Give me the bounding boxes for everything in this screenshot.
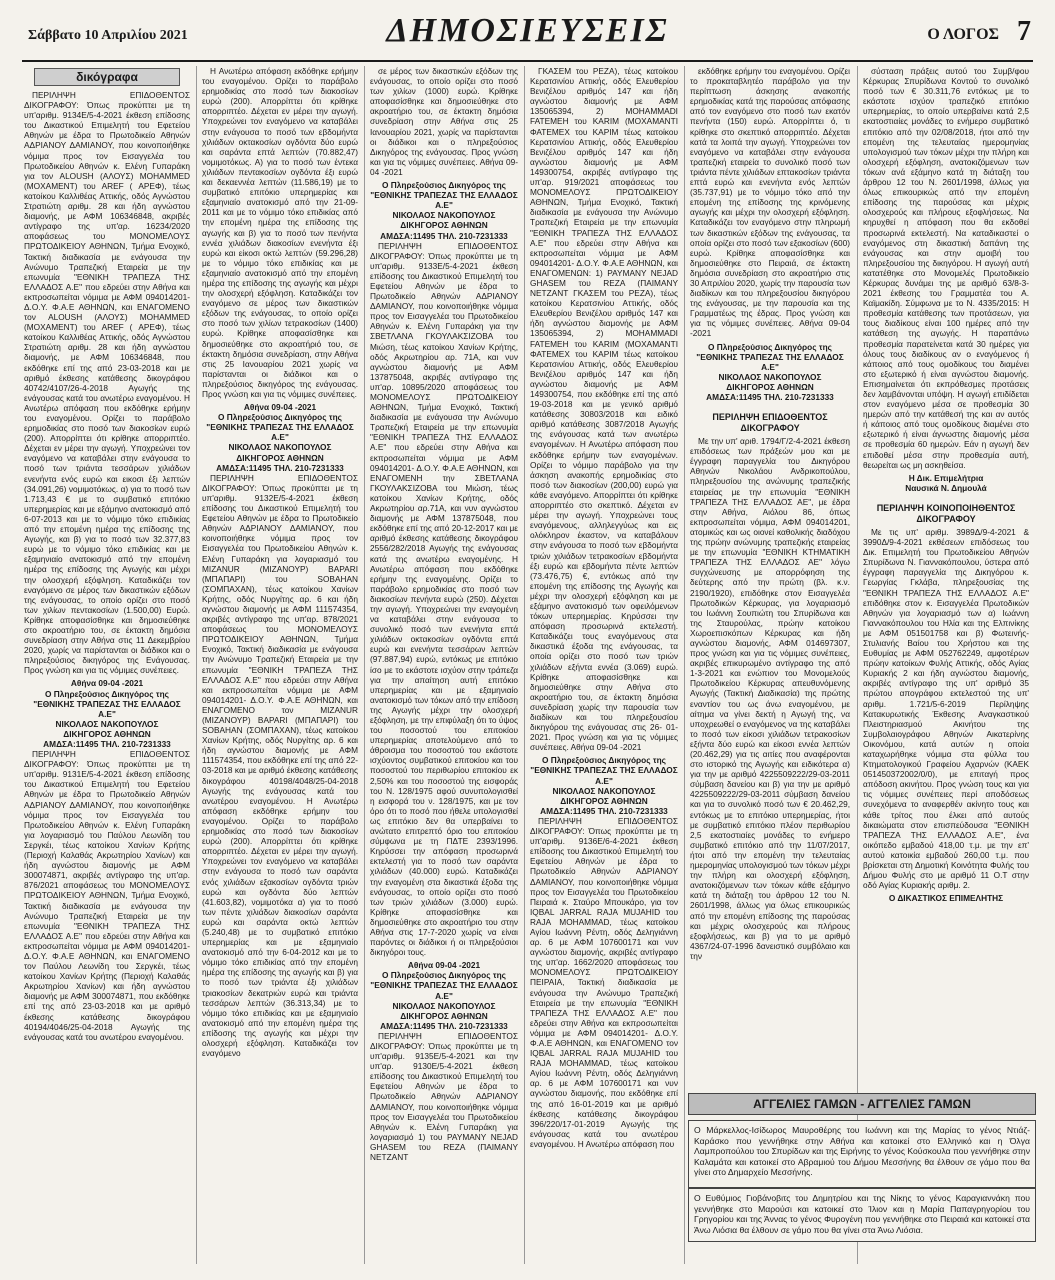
notice-paragraph: ΠΕΡΙΛΗΨΗ ΕΠΙΔΟΘΕΝΤΟΣ ΔΙΚΟΓΡΑΦΟΥ: Όπως προκύπτει με τη υπ'αριθμ. 9134Ε/5-4-2021 έκθεση επίδοσης του Δικαστικού Επιμελητή του Εφετείου Αθηνών με έδρα το Πρωτοδικείο Αθηνών ΑΔΡΙΑΝΟΥ ΔΑΜΙΑΝΟΥ, που κοινοποιήθηκε νόμιμα προς τον Εισαγγελέα του Πρωτοδικείου Αθηνών κ. Ελένη Γυπαράκη για τον ALOUSH (ΑΛΟΥΣ) MOHAMMED (MOXAMENT) του AREF ( ΑΡΕΦ), τέως κατοίκου Καλλιθέας Αττικής, οδός Αγνώστου Στρατιώτη αριθμ. 28 και ήδη αγνώστου διαμονής, με ΑΦΜ 106346848, ακριβές αντίγραφο της υπ'αρ. 16234/2020 αποφάσεως του ΜΟΝΟΜΕΛΟΥΣ ΠΡΩΤΟΔΙΚΕΙΟΥ ΑΘΗΝΩΝ, Τμήμα Ενοχικό, Τακτική διαδικασία με ενάγουσα την Ανώνυμο Τραπεζική Εταιρεία με την επωνυμία "ΕΘΝΙΚΗ ΤΡΑΠΕΖΑ ΤΗΣ ΕΛΛΑΔΟΣ Α.Ε" που εδρεύει στην Αθήνα και εκπροσωπείται νόμιμα με ΑΦΜ 094014201- Δ.Ο.Υ. Φ.Α.Ε ΑΘΗΝΩΝ, και ΕΝΑΓΟΜΕΝΟ τον ALOUSH (ΑΛΟΥΣ) MOHAMMED (MOXAMENT) του AREF ( ΑΡΕΦ), τέως κατοίκου Καλλιθέας Αττικής, οδός Αγνώστου Στρατιώτη αριθμ. 28 και ήδη αγνώστου διαμονής, με ΑΦΜ 106346848, που εκδόθηκε επί της από 23-03-2018 και με αριθμό έκθεσης κατάθεσης δικογράφου 40742/4107/26-4-2018 Αγωγής της ενάγουσας κατά του ανωτέρω εναγομένου. Η Ανωτέρω απόφαση που εκδόθηκε ερήμην του εναγομένου. Ορίζει το παράβολο ερημοδικίας στο ποσό των διακοσίων ευρώ (200). Απορρίπτει ότι κρίθηκε απορριπτέο. Δέχεται εν μέρει την αγωγή. Υποχρεώνει τον εναγόμενο να καταβάλει στην ενάγουσα το ποσό των τριάντα τεσσάρων χιλιάδων ενενήντα ενός ευρώ και εικοσι έξι λεπτών (34.091,26) νομιμοτόκως. α) για το ποσό των 1.713,43 € με το συμβατικό επιτόκιο υπερημερίας και με εξάμηνο ανατοκισμό από 6-07-2013 και με το νόμιμο τόκο επιδικίας από την επομένη ημέρα της επίδοσης της Αγωγής, και β) για το ποσό των 32.377,83 ευρώ με το νόμιμο τόκο επιδικίας και με εξαμηνιαίο ανατοκισμό από την επομένη ημέρα της επίδοσης της Αγωγής και μέχρι την ολοσχερή εξόφληση. Καταδικάζει τον εναγόμενο σε μέρος των δικαστικών εξόδων της ενάγουσας, το οποίο ορίζει στο ποσό των χιλίων πεντακοσίων (1.500,00) Ευρώ. Κρίθηκε αποφασίσθηκε και δημοσιεύθηκε στο ακροατήριο του, σε έκτακτη δημόσια συνεδρίαση στην Αθήνα στις 11 Δεκεμβρίου 2020, χωρίς να παρίστανται οι διάδικοι και ο πληρεξούσιος δικηγόρος της Ενάγουσας. Προς γνώση και για τις νόμιμες συνέπειες. xyxy=(24,90,190,676)
column-5 xyxy=(690,66,850,1080)
signature-line: Ο ΔΙΚΑΣΤΙΚΟΣ ΕΠΙΜΕΛΗΤΗΣ xyxy=(888,893,1004,904)
wedding-notice: Ο Μάρκελλος-Ισίδωρος Μαυροθέρης του Ιωάννη και της Μαρίας το γένος Ντιάζ-Καράσκο που γεννήθηκε στην Αθήνα και κατοικεί στο Ελληνικό και η Όλγα Λαμπροπούλου του Σπυρίδων και της Ειρήνης το γένος Κούσκουλα που γεννήθηκε στην Καλαμάτα και κατοικεί στο Αβραμιού του Δήμου Μεσσήνης θα έλθουν σε γάμο που θα γίνει στο Δημαρχείο Μεσσήνης. xyxy=(688,1120,1036,1188)
wedding-notice: Ο Ευθύμιος Γιοβάνοβιτς του Δημητρίου και της Νίκης το γένος Καραγιαννάκη που γεννήθηκε στο Μαρούσι και κατοικεί στο Ίλιον και η Μαρία Παπαγρηγορίου του Γρηγορίου και της Άννας το γένος Φυρογένη που γεννήθηκε στο Πειραιά και κατοικεί στα Άνω Λιόσια θα έλθουν σε γάμο που θα γίνει στα Άνω Λιόσια. xyxy=(688,1188,1036,1242)
column-content xyxy=(370,66,518,1162)
signature-line: ΑΜΔΣΑ:11495 ΤΗΛ. 210-7231333 xyxy=(43,739,171,749)
signature-line: ΔΙΚΗΓΟΡΟΣ ΑΘΗΝΩΝ xyxy=(63,728,151,739)
column-content xyxy=(530,66,678,1149)
signature-line: ΝΙΚΟΛΑΟΣ ΝΑΚΟΠΟΥΛΟΣ xyxy=(392,210,496,221)
signature-line: ΑΜΔΣΑ:11495 ΤΗΛ. 210-7231333 xyxy=(706,392,834,402)
notice-heading: ΠΕΡΙΛΗΨΗ ΕΠΙΔΟΘΕΝΤΟΣ ΔΙΚΟΓΡΑΦΟΥ xyxy=(712,412,828,434)
column-content xyxy=(863,66,1029,903)
signature-line: ΝΙΚΟΛΑΟΣ ΝΑΚΟΠΟΥΛΟΣ xyxy=(552,785,656,796)
column-1 xyxy=(24,66,190,1264)
notice-paragraph: ΓΚΑΣΕΜ του ΡΕΖΑ), τέως κατοίκου Κερατσινίου Αττικής, οδός Ελευθερίου Βενιζέλου αριθμός 147 και ήδη αγνώστου διαμονής με ΑΦΜ 135065394, 2) MOHAMMADI FATEMEH του KARIM (ΜΟΧΑΜΑΝΤΙ ΦΑΤΕΜΕΧ του ΚΑΡΙΜ τέως κατοίκου Κερατσινίου Αττικής, οδός Ελευθερίου Βενιζέλου αριθμός 147 και ήδη αγνώστου διαμονής με ΑΦΜ 149300754, ακριβές αντίγραφο της υπ'αρ. 919/2021 αποφάσεως του ΜΟΝΟΜΕΛΟΥΣ ΠΡΩΤΟΔΙΚΕΙΟΥ ΑΘΗΝΩΝ, Τμήμα Ενοχικό, Τακτική διαδικασία με ενάγουσα την Ανώνυμο Τραπεζική Εταιρεία με την επωνυμία "ΕΘΝΙΚΗ ΤΡΑΠΕΖΑ ΤΗΣ ΕΛΛΑΔΟΣ Α.Ε" που εδρεύει στην Αθήνα και εκπροσωπείται νόμιμα με ΑΦΜ 094014201- Δ.Ο.Υ. Φ.Α.Ε ΑΘΗΝΩΝ, και ΕΝΑΓΟΜΕΝΩΝ: 1) PAYMANY NEJAD GHASEM του REZA (ΠΑΙΜΑΝΥ ΝΕΤΖΑΝΤ ΓΚΑΣΕΜ του ΡΕΖΑ), τέως κατοίκου Κερατσινίου Αττικής, οδός Ελευθερίου Βενιζέλου αριθμός 147 και ήδη αγνώστου διαμονής με ΑΦΜ 135065394, 2) MOHAMMADI FATEMEH του KARIM (ΜΟΧΑΜΑΝΤΙ ΦΑΤΕΜΕΧ του ΚΑΡΙΜ τέως κατοίκου Κερατσινίου Αττικής, οδός Ελευθερίου Βενιζέλου αριθμός 147 και ήδη αγνώστου διαμονής με ΑΦΜ 149300754, που εκδόθηκε επί της από 19-03-2018 και με γενικό αριθμό κατάθεσης 30803/2018 και ειδικό αριθμό κατάθεσης 3087/2018 Αγωγής της ενάγουσας κατά των ανωτέρω εναγομένων. Η Ανωτέρω απόφαση που εκδόθηκε ερήμην των εναγομένων. Ορίζει το νόμιμο παράβολο για την άσκηση ανακοπής ερημοδικίας στο ποσό των διακοσίων (200,00) ευρώ για κάθε εναγόμενο. Απορρίπτει ότι κρίθηκε απορριπτέο στο σκεπτικό. Δέχεται εν μέρει την αγωγή. Υποχρεώνει τους εναγόμενους, αλληλεγγύως και εις ολόκληρον έκαστον, να καταβάλουν στην ενάγουσα το ποσό των εβδομήντα τριών χιλιάδων τετρακοσίων εβδομήντα έξι ευρώ και εβδομήντα πέντε λεπτών (73.476,75) €, εντόκως από την επομένη της επίδοσης της Αγωγής και μέχρι την ολοσχερή εξόφληση και με εξάμηνο ανατοκισμό των οφειλόμενων τόκων υπερημερίας. Κηρύσσει την απόφαση προσωρινά εκτελεστή. Καταδικάζει τους εναγόμενους στα δικαστικά έξοδα της ενάγουσας, τα οποία ορίζει στο ποσό των τριών χιλιάδων εξήντα εννέα (3.069) ευρώ. Κρίθηκε αποφασίσθηκε και δημοσιεύθηκε στην Αθήνα στο ακροατήριο του, σε έκτακτη δημόσια συνεδρίαση χωρίς την παρουσία των διαδίκων και του πληρεξουσίου δικηγόρου της ενάγουσας στις 26- 01-2021. Προς γνώση και για τις νόμιμες συνέπειες. Αθήνα 09-04 -2021 xyxy=(530,66,678,753)
signature-line: ΑΜΔΣΑ:11495 ΤΗΛ. 210-7231333 xyxy=(380,230,508,241)
signature-line: Ο Πληρεξούσιος Δικηγόρος της "ΕΘΝΙΚΗΣ ΤΡΑΠΕΖΑΣ ΤΗΣ ΕΛΛΑΔΟΣ Α.Ε" xyxy=(370,180,518,211)
page-number: 7 xyxy=(1017,16,1031,47)
signature-line: Ναυσικά Ν. Δημουλά xyxy=(905,482,987,493)
signature-line: ΝΙΚΟΛΑΟΣ ΝΑΚΟΠΟΥΛΟΣ xyxy=(392,1000,496,1011)
notice-paragraph: σύσταση πράξεις αυτού του Συμβ/φου Κέρκυρας Σπυρίδωνα Κοντού το συνολικό ποσό των € 30.311,76 εντόκως με το εκάστοτε ισχύον τραπεζικό επιτόκιο υπερημερίας, το οποίο υπερβαίνει κατά 2,5 εκατοστιαίες μονάδες το ενήμερο συμβατικό επιτόκιο από την 02/08/2018, ήτοι από την επομένη της τελευταίας ημερομηνίας υπολογισμού των τόκων μέχρι την πλήρη και ολοσχερή εξόφληση, ανατοκιζόμενων των τόκων ανά εξάμηνο κατά τη διάταξη του άρθρου 12 του Ν. 2601/1998, άλλως για όλως επικουρικώς από την επομένη επίδοσης της παρούσας και μέχρις ολοσχερούς και πλήρους εξοφλήσεως. Να κηρυχθεί η απόφαση που θα εκδοθεί προσωρινά εκτελεστή. Να καταδικαστεί ο εναγόμενος στη δικαστική δαπάνη της ενάγουσας και στην αμοιβή του πληρεξουσίου της δικηγόρου. Η αγωγή αυτή κατατέθηκε στο Μονομελές Πρωτοδικείο Κέρκυρας δυνάμει της με αριθμό 63/8-3-2021 έκθεσης του Γραμματέα του Α. Καϊμακίδη. Σύμφωνα με το Ν. 4335/2015: Η προθεσμία κατάθεσης των προτάσεων, για τους διαδίκους είναι 100 ημέρες από την κατάθεση της αγωγής. Η παραπάνω προθεσμία παρατείνεται κατά 30 ημέρες για όλους τους διαδίκους αν ο εναγόμενος ή κάποιος από τους ομοδίκους του διαμένει στο εξωτερικό ή είναι αγνώστου διαμονής. Επισημαίνεται ότι εκπρόθεσμες προτάσεις δεν λαμβάνονται υπόψη. Η αγωγή επιδίδεται στον εναγόμενο μέσα σε προθεσμία 30 ημερών από την κατάθεσή της και αν αυτός ή κάποιος από τους ομοδίκους διαμένει στο εξωτερικό ή είναι άγνωστης διαμονής μέσα σε προθεσμία 60 ημερών. Εάν η αγωγή δεν επιδοθεί μέσα στην προθεσμία αυτή, θεωρείται ως μη ασκηθείσα. xyxy=(863,66,1029,470)
notice-paragraph: ΠΕΡΙΛΗΨΗ ΕΠΙΔΟΘΕΝΤΟΣ ΔΙΚΟΓΡΑΦΟΥ: Όπως προκύπτει με τη υπ'αριθμ. 9136Ε/6-4-2021 έκθεση επίδοσης του Δικαστικού Επιμελητή του Εφετείου Αθηνών με έδρα το Πρωτοδικείο Αθηνών ΑΔΡΙΑΝΟΥ ΔΑΜΙΑΝΟΥ, που κοινοποιήθηκε νόμιμα προς τον Εισαγγελέα του Πρωτοδικείου Πειραιά κ. Σταύρο Μπουκάρο, για τον IQBAL JARRAL RAJA MUJAHID του RAJA MOHAMMAD, τέως κατοίκου Αγίου Ιωάννη Ρέντη, οδός Δεληγιάννη αρ. 6 με ΑΦΜ 107600171 και νυν αγνώστου διαμονής, ακριβές αντίγραφο της υπ'αρ. 1662/2020 αποφάσεως του ΜΟΝΟΜΕΛΟΥΣ ΠΡΩΤΟΔΙΚΕΙΟΥ ΠΕΙΡΑΙΑ, Τακτική διαδικασία με ενάγουσα την Ανώνυμο Τραπεζική Εταιρεία με την επωνυμία "ΕΘΝΙΚΗ ΤΡΑΠΕΖΑ ΤΗΣ ΕΛΛΑΔΟΣ Α.Ε" που εδρεύει στην Αθήνα και εκπροσωπείται νόμιμα με ΑΦΜ 094014201- Δ.Ο.Υ. Φ.Α.Ε ΑΘΗΝΩΝ, και ΕΝΑΓΟΜΕΝΟ τον IQBAL JARRAL RAJA MUJAHID του RAJA MOHAMMAD, τέως κατοίκου Αγίου Ιωάννη Ρέντη, οδός Δεληγιάννη αρ. 6 με ΑΦΜ 107600171 και νυν αγνώστου διαμονής, που εκδόθηκε επί της από 16-01-2019 και με αριθμό έκθεσης κατάθεσης δικογράφου 396/220/17-01-2019 Αγωγής της ενάγουσας κατά του ανωτέρου εναγομένου. Η Ανωτέρω απόφαση που xyxy=(530,815,678,1149)
column-divider xyxy=(196,66,197,1264)
column-content xyxy=(24,90,190,1042)
notice-paragraph: ΠΕΡΙΛΗΨΗ ΕΠΙΔΟΘΕΝΤΟΣ ΔΙΚΟΓΡΑΦΟΥ: Όπως προκύπτει με τη υπ'αριθμ. 9133Ε/5-4-2021 έκθεση επίδοσης του Δικαστικού Επιμελητή του Εφετείου Αθηνών με έδρα το Πρωτοδικείο Αθηνών ΑΔΡΙΑΝΟΥ ΔΑΜΙΑΝΟΥ, που κοινοποιήθηκε νόμιμα προς τον Εισαγγελέα του Πρωτοδικείου Αθηνών κ. Ελένη Γυπαράκη για την ΣΒΕΤΛΑΝΑ ΓΚΟΥΛΑΚΣΙΖΟΒΑ του Μιώση, τέως κατοίκου Χανίων Κρήτης, οδός Ακρωτηρίου αρ. 71Α, και νυν αγνώστου διαμονής με ΑΦΜ 137875048, ακριβές αντίγραφο της υπ'αρ. 10895/2020 αποφάσεως του ΜΟΝΟΜΕΛΟΥΣ ΠΡΩΤΟΔΙΚΕΙΟΥ ΑΘΗΝΩΝ, Τμήμα Ενοχικό, Τακτική διαδικασία με ενάγουσα την Ανώνυμο Τραπεζική Εταιρεία με την επωνυμία "ΕΘΝΙΚΗ ΤΡΑΠΕΖΑ ΤΗΣ ΕΛΛΑΔΟΣ Α.Ε" που εδρεύει στην Αθήνα και εκπροσωπείται νόμιμα με ΑΦΜ 094014201- Δ.Ο.Υ. Φ.Α.Ε ΑΘΗΝΩΝ, και ΕΝΑΓΟΜΕΝΗ την ΣΒΕΤΛΑΝΑ ΓΚΟΥΛΑΚΣΙΖΟΒΑ του Μιώση, τέως κατοίκου Χανίων Κρήτης, οδός Ακρωτηρίου αρ.71Α, και νυν αγνώστου διαμονής με ΑΦΜ 137875048, που εκδόθηκε επί της από 20-12-2017 και με αριθμό έκθεσης κατάθεσης δικογράφου 2556/282/2018 Αγωγής της ενάγουσας κατά της ανωτέρω εναγομένης. Η Ανωτέρω απόφαση που εκδόθηκε ερήμην της εναγομένης. Ορίζει το παράβολο ερημοδικίας στο ποσό των διακοσίων πενήντα ευρώ (250). Δέχεται την αγωγή. Υποχρεώνει την εναγομένη να καταβάλει στην ενάγουσα το συνολικό ποσό των ενενήντα επτά χιλιάδων οκτακοσίων ογδόντα επτά ευρώ και ενενήντα τεσσάρων λεπτών (97.887,94) ευρώ, εντόκως με επιτόκιο ίσο με το εκάστοτε ισχύον στην τράπεζα για την απαίτηση αυτή επιτόκιο υπερημερίας και με εξαμηνιαίο ανατοκισμό των τόκων από την επίδοση της Αγωγής μέχρι την ολοσχερή εξόφληση, με την επιφύλαξη ότι το ύψος του ποσοστού του επιτοκίου υπερημερίας αποτελούμενο από το άθροισμα του ποσοστού του εκάστοτε ισχύοντος συμβατικού επιτοκίου και του ποσοστού του περιθωρίου επιτοκίου εκ 2,50% και του ποσοστού της εισφοράς του Ν. 128/1975 αφού συνυπολογισθεί η εισφορά του ν. 128/1975, και με τον όρο ότι το ποσό που ήθελε υπολογισθεί ως επιτόκιο δεν θα υπερβαίνει το ανώτατο επιτρεπτό όριο του επιτοκίου σύμφωνα με τη ΠΔΤΕ 2393/1996. Κηρύσσει την απόφαση προσωρινά εκτελεστή για το ποσό των σαράντα χιλιάδων (40.000) ευρώ. Καταδικάζει την εναγομένη στα δικαστικά έξοδα της ενάγουσας, το οποίο ορίζει στο ποσό των τριών χιλιάδων (3.000) ευρώ. Κρίθηκε αποφασίσθηκε και δημοσιεύθηκε στο ακροατήριο του στην Αθήνα στις 17-7-2020 χωρίς να είναι παρόντες οι διάδικοι ή οι πληρεξούσιοι δικηγόροι τους. xyxy=(370,240,518,958)
signature-line: ΔΙΚΗΓΟΡΟΣ ΑΘΗΝΩΝ xyxy=(560,795,648,806)
signature-line: ΝΙΚΟΛΑΟΣ ΝΑΚΟΠΟΥΛΟΣ xyxy=(55,718,159,729)
column-4 xyxy=(530,66,678,1264)
notice-heading: ΠΕΡΙΛΗΨΗ ΚΟΙΝΟΠΟΙΗΘΕΝΤΟΣ ΔΙΚΟΓΡΑΦΟΥ xyxy=(876,502,1016,524)
column-content xyxy=(202,66,358,1058)
column-divider xyxy=(524,66,525,1264)
signature-line: Ο Πληρεξούσιος Δικηγόρος της "ΕΘΝΙΚΗΣ ΤΡΑΠΕΖΑΣ ΤΗΣ ΕΛΛΑΔΟΣ Α.Ε" xyxy=(33,688,181,719)
column-6 xyxy=(863,66,1029,1080)
signature-line: ΔΙΚΗΓΟΡΟΣ ΑΘΗΝΩΝ xyxy=(236,452,324,463)
signature-line: Ο Πληρεξούσιος Δικηγόρος της "ΕΘΝΙΚΗΣ ΤΡΑΠΕΖΑΣ ΤΗΣ ΕΛΛΑΔΟΣ Α.Ε" xyxy=(530,755,678,786)
wedding-announcements-banner: ΑΓΓΕΛΙΕΣ ΓΑΜΩΝ - ΑΓΓΕΛΙΕΣ ΓΑΜΩΝ xyxy=(688,1093,1036,1115)
notice-paragraph: ΠΕΡΙΛΗΨΗ ΕΠΙΔΟΘΕΝΤΟΣ ΔΙΚΟΓΡΑΦΟΥ: Όπως προκύπτει με τη υπ'αριθμ. 9131Ε/5-4-2021 έκθεση επίδοσης του Δικαστικού Επιμελητή του Εφετείου Αθηνών με έδρα το Πρωτοδικείο Αθηνών ΑΔΡΙΑΝΟΥ ΔΑΜΙΑΝΟΥ, που κοινοποιήθηκε νόμιμα προς τον Εισαγγελέα του Πρωτοδικείου Αθηνών κ. Ελένη Γυπαράκη για λογαριασμό του Παύλου Λεωνίδη του Σεργκέι, τέως κατοίκου Χανίων Κρήτης (Περιοχή Καλαθάς Ακρωτηρίου Χανίων) και ήδη αγνώστου διαμονής με ΑΦΜ 300074871, ακριβές αντίγραφο της υπ'αρ. 876/2021 αποφάσεως του ΜΟΝΟΜΕΛΟΥΣ ΠΡΩΤΟΔΙΚΕΙΟΥ ΑΘΗΝΩΝ, Τμήμα Ενοχικό, Τακτική διαδικασία με ενάγουσα την Ανώνυμο Τραπεζική Εταιρεία με την επωνυμία "ΕΘΝΙΚΗ ΤΡΑΠΕΖΑ ΤΗΣ ΕΛΛΑΔΟΣ Α.Ε" που εδρεύει στην Αθήνα και εκπροσωπείται νόμιμα με ΑΦΜ 094014201- Δ.Ο.Υ. Φ.Α.Ε ΑΘΗΝΩΝ, και ΕΝΑΓΟΜΕΝΟ τον Παύλου Λεωνίδη του Σεργκέι, τέως κατοίκου Χανίων Κρήτης (Περιοχή Καλαθάς Ακρωτηρίου Χανίων) και ήδη αγνώστου διαμονής με ΑΦΜ 300074871, που εκδόθηκε επί της από 23-03-2018 και με αριθμό έκθεσης κατάθεσης δικογράφου 40194/4046/25-04-2018 Αγωγής της ενάγουσας κατά του ανωτέρου εναγομένου. xyxy=(24,749,190,1042)
masthead xyxy=(22,8,1033,56)
notice-paragraph: ΠΕΡΙΛΗΨΗ ΕΠΙΔΟΘΕΝΤΟΣ ΔΙΚΟΓΡΑΦΟΥ: Όπως προκύπτει με τη υπ'αριθμ. 9135Ε/5-4-2021 και την υπ'αρ. 9130Ε/5-4-2021 έκθεση επίδοσης του Δικαστικού Επιμελητή του Εφετείου Αθηνών με έδρα το Πρωτοδικείο Αθηνών ΑΔΡΙΑΝΟΥ ΔΑΜΙΑΝΟΥ, που κοινοποιήθηκε νόμιμα προς τον Εισαγγελέα του Πρωτοδικείου Αθηνών κ. Ελένη Γυπαράκη για λογαριασμό 1) του PAYMANY NEJAD GHASEM του REZA (ΠΑΙΜΑΝΥ ΝΕΤΖΑΝΤ xyxy=(370,1030,518,1163)
newspaper-name: Ο ΛΟΓΟΣ xyxy=(927,26,999,43)
signature-line: ΑΜΔΣΑ:11495 ΤΗΛ. 210-7231333 xyxy=(540,805,668,816)
signature-line: Η Δικ. Επιμελήτρια xyxy=(908,472,984,483)
signature-line: ΑΜΔΣΑ:11495 ΤΗΛ. 210-7231333 xyxy=(380,1020,508,1031)
column-content xyxy=(690,66,850,961)
signature-line: ΔΙΚΗΓΟΡΟΣ ΑΘΗΝΩΝ xyxy=(400,1010,488,1021)
signature-line: Αθήνα 09-04 -2021 xyxy=(407,960,481,971)
signature-line: ΔΙΚΗΓΟΡΟΣ ΑΘΗΝΩΝ xyxy=(400,220,488,231)
issue-date: Σάββατο 10 Απριλίου 2021 xyxy=(28,28,188,43)
notice-paragraph: Η Ανωτέρω απόφαση εκδόθηκε ερήμην του εναγομένου. Ορίζει το παράβολο ερημοδικίας στο ποσό των διακοσίων ευρώ (200). Απορρίπτει ότι κρίθηκε απορριπτέο. Δέχεται εν μέρει την αγωγή. Υποχρεώνει τον εναγόμενο να καταβάλει στην ενάγουσα το ποσό των εβδομήντα χιλιάδων οκτακοσίων ογδόντα δύο ευρώ και σαράντα επτά λεπτών (70.882,47) νομιμοτόκως. Α) για το ποσό των έντεκα χιλιάδων πεντακοσίων ογδόντα έξι ευρώ και δεκαεννέα λεπτών (11.586,19) με το συμβατικό επιτόκιο υπερημερίας και εξαμηνιαίο ανατοκισμό από την 21-09-2011 και με το νόμιμο τόκο επιδικίας από την επομένη ημέρα της επίδοσης της αγωγής και β) για το ποσό των πενήντα εννέα χιλιάδων διακοσίων ενενήντα έξι ευρώ και είκοσι οκτώ λεπτών (59.296,28) με το νόμιμο τόκο επιδικίας και με εξαμηνιαίο ανατοκισμό από την επομένη ημέρα της επίδοσης της αγωγής και μέχρι την ολοσχερή εξόφληση. Καταδικάζει τον εναγόμενο σε μέρος των δικαστικών εξόδων της ενάγουσας, το οποίο ορίζει στο ποσό των χιλίων τετρακοσίων (1400) ευρώ. Κρίθηκε αποφασίσθηκε και δημοσιεύθηκε στο ακροατήριό του, σε έκτακτη δημόσια συνεδρίαση, στην Αθήνα στις 25 Ιανουαρίου 2021 χωρίς να παρίστανται οι διάδικοι και ο πληρεξούσιος δικηγόρος της ενάγουσας. Προς γνώση και για τις νόμιμες συνέπειες. xyxy=(202,66,358,399)
notice-paragraph: Με την υπ' αριθ. 1794/Γ/2-4-2021 έκθεση επιδόσεως των πράξεών μου και με έγγραφη παραγγελία του Δικηγόρου Αθηνών Νικολάου Ανδρικοπούλου, πληρεξουσίου της ανώνυμης τραπεζικής εταιρείας με την επωνυμία "ΕΘΝΙΚΗ ΤΡΑΠΕΖΑ ΤΗΣ ΕΛΛΑΔΟΣ ΑΕ", με έδρα στην Αθήνα, Αιόλου 86, όπως εκπροσωπείται νόμιμα, ΑΦΜ 094014201, ατομικώς και ως οιονεί καθολικής διαδόχου της πρώην ανώνυμης τραπεζικής εταιρείας με την επωνυμία "ΕΘΝΙΚΗ ΚΤΗΜΑΤΙΚΗ ΤΡΑΠΕΖΑ ΤΗΣ ΕΛΛΑΔΟΣ ΑΕ" λόγω συγχώνευσης με απορρόφηση της δεύτερης από την πρώτη (βλ. κ.ν. 2190/1920), επιδόθηκε στον Εισαγγελέα Πρωτοδικών Κέρκυρας, για λογαριασμό του Ιωάννη Σουπιώτη του Σπυρίδωνα και της Σταυρούλας, πρώην κατοίκου Χωροεπισκόπων Κέρκυρας και ήδη αγνώστου διαμονής, ΑΦΜ 014697307, προς γνώση και για τις νόμιμες συνέπειες, ακριβές επικυρωμένο αντίγραφο της από 1-3-2021 και ενώπιον του Μονομελούς Πρωτοδικείου Κέρκυρας απευθυνόμενης Αγωγής (Τακτική Διαδικασία) της πρώτης εναντίον του ως άνω εναγομένου, με αίτημα να γίνει δεκτή η Αγωγή της, να υποχρεωθεί ο εναγόμενος να της καταβάλει το ποσό των είκοσι χιλιάδων τετρακοσίων εξήντα δύο ευρώ και είκοσι εννέα λεπτών (20.462,29) για τις αιτίες που αναφέρονται στο ιστορικό της Αγωγής και ειδικότερα α) για την με αριθμό 4225509222/29-03-2011 σύμβαση δανείου και β) για την με αριθμό 4225509222/29-03-2011 σύμβαση δανείου και για το συνολικό ποσό των € 20.462,29, εντόκως με το επιτόκιο υπερημερίας, ήτοι με συμβατικό επιτόκιο πλέον περιθωρίου 2,5 εκατοστιαίες μονάδες το ενήμερο συμβατικό επιτόκιο από την 11/07/2017, ήτοι από την επομένη την τελευταίας ημερομηνίας υπολογισμού των τόκων μέχρι την πλήρη και ολοσχερή εξόφληση, ανατοκιζόμενων των τόκων κάθε εξάμηνο κατά τη διάταξη του άρθρου 12 του Ν. 2601/1998, άλλως για όλως επικουρικώς από την επομένη επίδοσης της παρούσας και μέχρις ολοσχερούς και πλήρους εξοφλήσεως, και β) για το με αριθμό 4367/24-07-1996 δανειστικό συμβόλαιο και την xyxy=(690,436,850,961)
signature-line: Αθήνα 09-04 -2021 xyxy=(70,678,144,689)
notice-paragraph: σε μέρος των δικαστικών εξόδων της ενάγουσας, το οποίο ορίζει στο ποσό των χιλίων (1000) ευρώ. Κρίθηκε αποφασίσθηκε και δημοσιεύθηκε στο ακροατήριο του, σε έκτακτη δημόσια συνεδρίαση στην Αθήνα στις 25 Ιανουαρίου 2021, χωρίς να παρίστανται οι διάδικοι και ο πληρεξούσιος Δικηγόρος της ενάγουσας. Προς γνώση και για τις νόμιμες συνέπειες. Αθήνα 09-04 -2021 xyxy=(370,66,518,177)
column-3 xyxy=(370,66,518,1264)
notice-paragraph: ΠΕΡΙΛΗΨΗ ΕΠΙΔΟΘΕΝΤΟΣ ΔΙΚΟΓΡΑΦΟΥ: Όπως προκύπτει με τη υπ'αριθμ. 9132Ε/5-4-2021 έκθεση επίδοσης του Δικαστικού Επιμελητή του Εφετείου Αθηνών με έδρα το Πρωτοδικείο Αθηνών ΑΔΡΙΑΝΟΥ ΔΑΜΙΑΝΟΥ, που κοινοποιήθηκε νόμιμα προς τον Εισαγγελέα του Πρωτοδικείου Αθηνών κ. Ελένη Γυπαράκη για λογαριασμό του MIZANUR (ΜΙΖΑΝΟΥΡ) BAPARI (ΜΠΑΠΑΡΙ) του SOBAHAN (ΣΟΜΠΑΧΑΝ), τέως κατοίκου Χανίων Κρήτης, οδός Νυργίτης αρ. 6 και ήδη αγνώστου διαμονής με ΑΦΜ 111574354, ακριβές αντίγραφο της υπ'αρ. 878/2021 αποφάσεως του ΜΟΝΟΜΕΛΟΥΣ ΠΡΩΤΟΔΙΚΕΙΟΥ ΑΘΗΝΩΝ, Τμήμα Ενοχικό, Τακτική διαδικασία με ενάγουσα την Ανώνυμο Τραπεζική Εταιρεία με την επωνυμία "ΕΘΝΙΚΗ ΤΡΑΠΕΖΑ ΤΗΣ ΕΛΛΑΔΟΣ Α.Ε" που εδρεύει στην Αθήνα και εκπροσωπείται νόμιμα με ΑΦΜ 094014201- Δ.Ο.Υ. Φ.Α.Ε ΑΘΗΝΩΝ, και ΕΝΑΓΟΜΕΝΟ τον MIZANUR (ΜΙΖΑΝΟΥΡ) BAPARI (ΜΠΑΠΑΡΙ) του SOBAHAN (ΣΟΜΠΑΧΑΝ), τέως κατοίκου Χανίων Κρήτης, οδός Νυργίτης αρ. 6 και ήδη αγνώστου διαμονής με ΑΦΜ 111574354, που εκδόθηκε επί της από 22-03-2018 και με αριθμό έκθεσης κατάθεσης δικογράφου 40198/4048/25-04-2018 Αγωγής της ενάγουσας κατά του ανωτέρου εναγομένου. Η Ανωτέρω απόφαση εκδόθηκε ερήμην του εναγομένου. Ορίζει το παράβολο ερημοδικίας στο ποσό των διακοσίων ευρώ (200). Απορρίπτει ότι κρίθηκε απορριπτέο. Δέχεται εν μέρει την αγωγή. Υποχρεώνει τον εναγόμενο να καταβάλει στην ενάγουσα το ποσό των σαράντα ενός χιλιάδων εξακοσίων ογδόντα τριών ευρώ και ογδόντα δύο λεπτών (41.603,82), νομιμοτόκα α) για το ποσό των πέντε χιλιάδων διακοσίων σαράντα ευρώ και σαράντα οκτώ λεπτών (5.240,48) με το συμβατικό επιτόκιο υπερημερίας και με εξαμηνιαίο ανατοκισμό από την 6-04-2012 και με το νόμιμο τόκο επιδικίας από την επομένη ημέρα της επίδοσης της αγωγής και β) για το ποσό των τριάντα έξι χιλιάδων τριακοσίων δεκατριών ευρώ και τριάντα τεσσάρων λεπτών (36.313,34) με το νόμιμο τόκο επιδικίας και με εξαμηνιαίο ανατοκισμό από την επομένη ημέρα της επίδοσης της αγωγής και μέχρι την ολοσχερή εξόφληση. Καταδικάζει τον εναγόμενο xyxy=(202,472,358,1059)
section-title: ΔΗΜΟΣΙΕΥΣΕΙΣ xyxy=(386,12,669,49)
signature-line: Ο Πληρεξούσιος Δικηγόρος της "ΕΘΝΙΚΗΣ ΤΡΑΠΕΖΑΣ ΤΗΣ ΕΛΛΑΔΟΣ Α.Ε" xyxy=(206,412,354,443)
column-divider xyxy=(684,66,685,1264)
notice-paragraph: Με τις υπ' αριθμ. 3989Δ/9-4-2021 & 3990Δ/9-4-2021 εκθέσεων επιδόσεως του Δικ. Επιμελητή του Πρωτοδικείου Αθηνών Σπυρίδωνα Ν. Γιαννακόπουλου, ύστερα από έγγραφη παραγγελία της Δικηγόρου κ. Γεωργίας Γκλάβα, πληρεξουσίας της "ΕΘΝΙΚΗ ΤΡΑΠΕΖΑ ΤΗΣ ΕΛΛΑΔΟΣ Α.Ε" επιδόθηκε στον κ. Εισαγγελέα Πρωτοδικών Αθηνών για λογαριασμό των α) Ιωάννη Γιαννακόπουλου του Ηλία και της Ελπινίκης με ΑΦΜ 051501758 και β) Φωτεινής- Στυλιανής Βαίου του Χρήστου και της Ευθυμίας με ΑΦΜ 052762249, αμφοτέρων πρώην κατοίκων Φυλής Αττικής, οδός Αγίας Κυριακής 2 και ήδη αγνώστου διαμονής, ακριβές αντίγραφο της υπ' αριθμό 35 πρώτου απογράφου εκτελεστού της υπ' αριθμ. 1.721/5-6-2019 Περίληψης Κατακυρωτικής Έκθεσης Αναγκαστικού Πλειστηριασμού Ακινήτου της Συμβολαιογράφου Αθηνών Αικατερίνης Οικονόμου, κατά αυτών η οποία καταχωρήθηκε νόμιμα στα φύλλα του Κτηματολογικού Γραφείου Αχαρνών (ΚΑΕΚ 051450372002/0/0), με επιταγή προς απόδοση ακινήτου. Προς γνώση τους και για τις νόμιμες συνέπειες περί αποδόσεως συνεχόμενα το αναφερθέν ακίνητο τους και κάθε τρίτος που έλκει από αυτούς δικαιώματα στον επισπεύδουσα "ΕΘΝΙΚΗ ΤΡΑΠΕΖΑ ΤΗΣ ΕΛΛΑΔΟΣ Α.Ε", ένα οικόπεδο εμβαδού 418,00 τ.μ. με την επ' αυτού κατοικία εμβαδού 260,00 τ.μ. που βρίσκεται στη Δημοτική Κοινότητα Φυλής του Δήμου Φυλής στο με αριθμό 11 Ο.Τ στην οδό Αγίας Κυριακής αριθμ. 2. xyxy=(863,526,1029,891)
section-label: δικόγραφα xyxy=(34,68,180,86)
signature-line: ΑΜΔΣΑ:11495 ΤΗΛ. 210-7231333 xyxy=(216,462,344,473)
column-2 xyxy=(202,66,358,1264)
signature-line: Ο Πληρεξούσιος Δικηγόρος της "ΕΘΝΙΚΗΣ ΤΡΑΠΕΖΑΣ ΤΗΣ ΕΛΛΑΔΟΣ Α.Ε" xyxy=(370,970,518,1001)
column-divider xyxy=(857,66,858,1264)
signature-line: ΔΙΚΗΓΟΡΟΣ ΑΘΗΝΩΝ xyxy=(726,381,814,392)
signature-line: ΝΙΚΟΛΑΟΣ ΝΑΚΟΠΟΥΛΟΣ xyxy=(228,442,332,453)
signature-line: ΝΙΚΟΛΑΟΣ ΝΑΚΟΠΟΥΛΟΣ xyxy=(718,371,822,382)
notice-paragraph: εκδόθηκε ερήμην του εναγομένου. Ορίζει το προκαταβλητέο παράβολο για την περίπτωση άσκησης ανακοπής ερημοδικίας κατά της παρούσας απόφασης από τον εναγόμενο στο ποσό των εκατόν πενήντα (150) ευρώ. Απορρίπτει ό, τι κρίθηκε στο σκεπτικό απορριπτέο. Δέχεται κατά τα λοιπά την αγωγή. Υποχρεώνει τον εναγόμενο να καταβάλει στην ενάγουσα τραπεζική εταιρεία το συνολικό ποσό των τριάντα πέντε χιλιάδων επτακοσίων τριάντα επτά ευρώ και ενενήντα ενός λεπτών (35.737,91) με το νόμιμο τόκο από την επομένη της επίδοσης της κρινόμενης αγωγής και μέχρι την ολοσχερή εξόφληση. Καταδικάζει τον εναγόμενο στην πληρωμή των δικαστικών εξόδων της ενάγουσας, τα οποία ορίζει στο ποσό των εξακοσίων (600) ευρώ. Κρίθηκε αποφασίσθηκε και δημοσιεύθηκε στο Πειραιά, σε έκτακτη δημόσια συνεδρίαση στο ακροατήριο στις 30 Απριλίου 2020, χωρίς την παρουσία των διαδίκων και του πληρεξουσίου δικηγόρου της ενάγουσας, με την παρουσία και της Γραμματέως της έδρας. Προς γνώση και για τις νόμιμες συνέπειες. Αθήνα 09-04 -2021 xyxy=(690,66,850,339)
column-divider xyxy=(364,66,365,1264)
signature-line: Αθήνα 09-04 -2021 xyxy=(243,402,317,413)
signature-line: Ο Πληρεξούσιος Δικηγόρος της "ΕΘΝΙΚΗΣ ΤΡΑΠΕΖΑΣ ΤΗΣ ΕΛΛΑΔΟΣ Α.Ε" xyxy=(696,341,844,372)
masthead-rule xyxy=(22,60,1033,62)
